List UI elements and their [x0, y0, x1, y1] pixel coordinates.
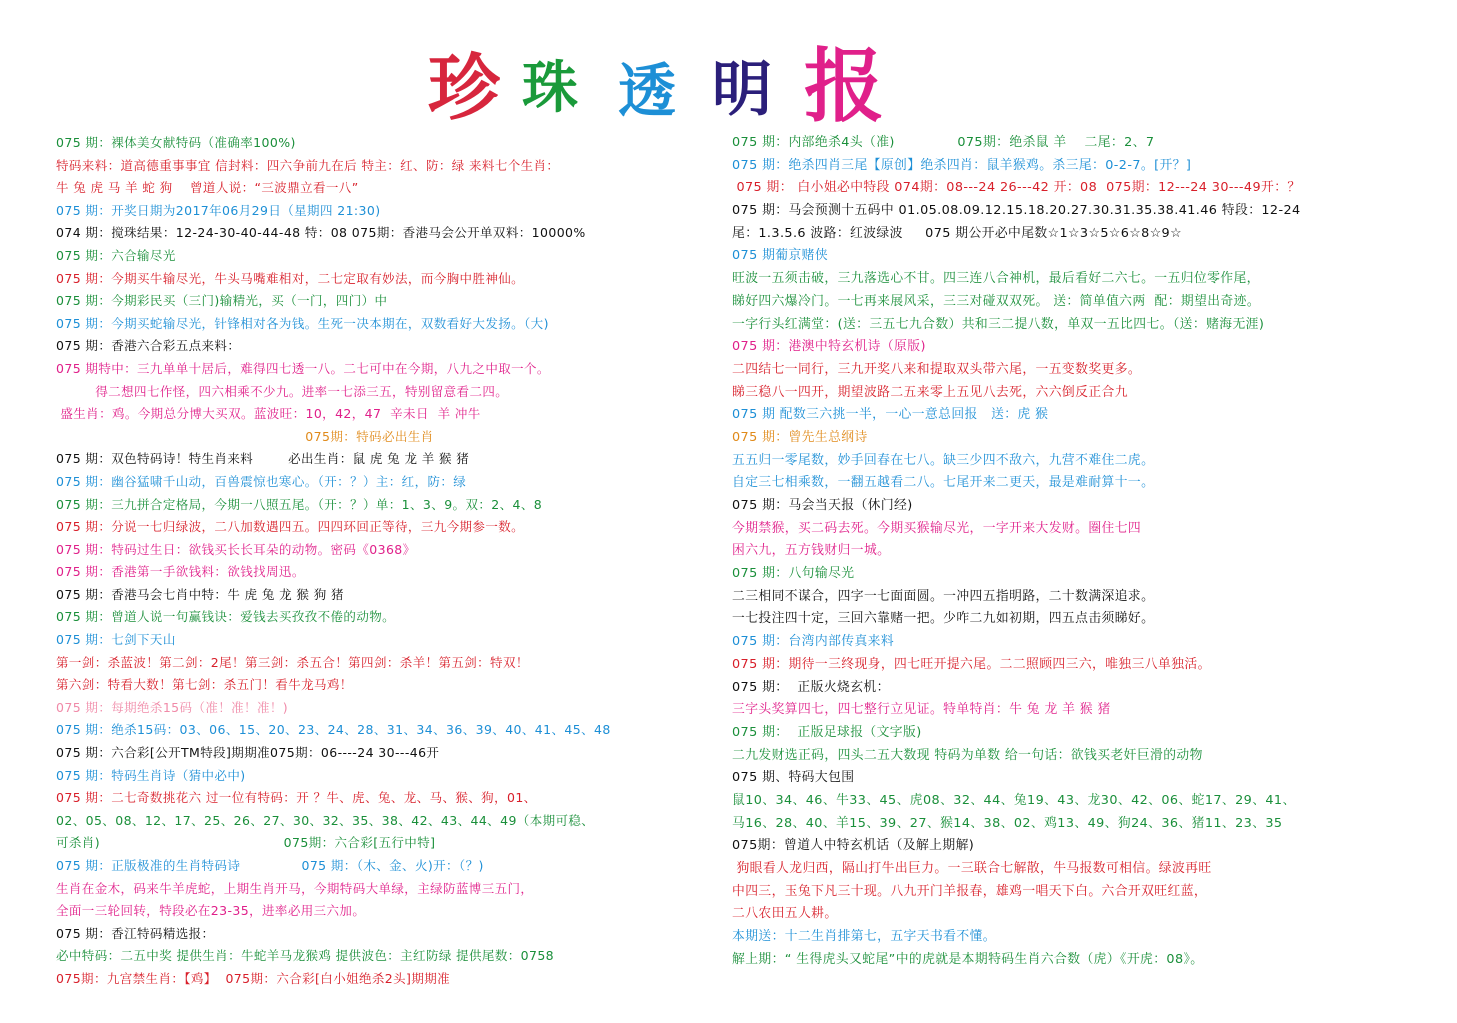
- right-text-line: 睇好四六爆冷门。一七再来展风采，三三对碰双双死。 送：简单值六两 配：期望出奇迹。: [732, 293, 1261, 309]
- left-text-line: 075 期：今期买蛇输尽光，针锋相对各为钱。生死一决本期在，双数看好大发扬。（大): [56, 315, 549, 331]
- left-text-line: 可杀肖) 075期：六合彩[五行中特]: [56, 835, 436, 851]
- left-text-line: 074 期：搅珠结果：12-24-30-40-44-48 特：08 075期：香港马会公开单双料：10000%: [56, 225, 586, 241]
- right-text-line: 075 期：曾先生总纲诗: [732, 429, 868, 445]
- left-text-line: 02、05、08、12、17、25、26、27、30、32、35、38、42、43、44、49（本期可稳、: [56, 812, 595, 828]
- right-text-line: 旺波一五须击破，三九落选心不甘。四三连八合神机，最后看好二六七。一五归位零作尾，: [732, 271, 1260, 287]
- right-text-line: 075 期：期待一三终现身，四七旺开提六尾。二二照顾四三六，唯独三八单独活。: [732, 656, 1211, 672]
- left-text-line: 075 期：曾道人说一句赢钱诀：爱钱去买孜孜不倦的动物。: [56, 609, 396, 625]
- right-text-line: 075 期：马会当天报（休门经): [732, 498, 913, 513]
- right-text-line: 075 期： 正版火烧玄机：: [732, 679, 890, 695]
- left-text-line: 075 期：双色特码诗！特生肖来料 必出生肖：鼠 虎 兔 龙 羊 猴 猪: [56, 451, 470, 467]
- left-text-line: 盛生肖：鸡。今期总分博大买双。蓝波旺：10，42，47 辛未日 羊 冲牛: [56, 406, 481, 422]
- right-text-line: 中四三，玉兔下凡三十现。八九开门羊报春，雄鸡一唱天下白。六合开双旺红蓝，: [732, 883, 1208, 899]
- title-char-4: 明: [712, 55, 772, 125]
- right-text-line: 075 期： 白小姐必中特段 074期：08---24 26---42 开：08 075期：12---24 30---49开：？: [732, 180, 1301, 196]
- title-char-5: 报: [804, 39, 884, 133]
- right-text-line: 075 期：八句输尽光: [732, 566, 855, 582]
- left-text-line: 075 期：六合输尽光: [56, 247, 176, 263]
- left-text-line: 第一剑：杀蓝波！第二剑：2尾！第三剑：杀五合！第四剑：杀羊！第五剑：特双！: [56, 654, 529, 670]
- right-text-line: 睇三稳八一四开，期望波路二五来零上五见八去死，六六倒反正合九: [732, 384, 1128, 400]
- left-text-line: 全面一三轮回转，特段必在23-35，进率必用三六加。: [56, 903, 366, 919]
- right-text-line: 075 期葡京赌侠: [732, 248, 829, 264]
- title-char-3: 透: [618, 57, 677, 125]
- right-text-line: 075 期、特码大包围: [732, 770, 855, 786]
- right-text-line: 今期禁猴，买二码去死。今期买猴输尽光，一字开来大发财。圈住七四: [732, 520, 1142, 536]
- left-text-line: 075 期：裸体美女献特码（准确率100%): [56, 135, 296, 150]
- left-text-line: 075 期：六合彩[公开TM特段]期期准075期：06----24 30---46开: [56, 745, 440, 761]
- left-text-line: 生肖在金木，码来牛羊虎蛇，上期生肖开马，今期特码大单绿，主绿防蓝博三五门，: [56, 880, 534, 896]
- right-text-line: 尾：1.3.5.6 波路：红波绿波 075 期公开必中尾数☆1☆3☆5☆6☆8☆9☆: [732, 225, 1182, 241]
- right-text-line: 二九发财选正码，四头二五大数现 特码为单数 给一句话：欲钱买老奸巨滑的动物: [732, 747, 1203, 763]
- left-text-line: 075 期：三九拼合定格局，今期一八照五尾。（开：？）单：1、3、9。双：2、4、8: [56, 496, 543, 512]
- left-text-line: 075 期：香江特码精选报：: [56, 925, 215, 941]
- left-text-line: 特码来料：道高德重事事宜 信封料：四六争前九在后 特主：红、防：绿 来料七个生肖：: [56, 157, 560, 173]
- newspaper-title: [0, 30, 1457, 133]
- right-text-line: 三字头奖算四七，四七整行立见证。特单特肖：牛 兔 龙 羊 猴 猪: [732, 702, 1111, 718]
- left-column: [56, 132, 706, 991]
- left-text-line: 075 期：七剑下天山: [56, 632, 176, 648]
- right-text-line: 一字行头红满堂：(送：三五七九合数）共和三二提八数，单双一五比四七。（送：赌海无涯): [732, 316, 1265, 332]
- right-text-line: 075 期：内部绝杀4头（准) 075期：绝杀鼠 羊 二尾：2、7: [732, 135, 1155, 150]
- right-text-line: 二四结七一同行，三九开奖八来和提取双头带六尾，一五变数奖更多。: [732, 361, 1142, 377]
- left-text-line: 075 期：每期绝杀15码（准！准！准！): [56, 699, 289, 715]
- right-text-line: 一七投注四十定，三回六靠赌一把。少咋二九如初期，四五点击须睇好。: [732, 611, 1155, 627]
- right-text-line: 075 期 配数三六挑一半，一心一意总回报 送：虎 猴: [732, 407, 1049, 423]
- right-text-line: 解上期：“ 生得虎头又蛇尾”中的虎就是本期特码生肖六合数（虎）《开虎：08》。: [732, 951, 1204, 967]
- left-text-line: 075 期：绝杀15码：03、06、15、20、23、24、28、31、34、36、39、40、41、45、48: [56, 722, 611, 738]
- left-text-line: 必中特码：二五中奖 提供生肖：牛蛇羊马龙猴鸡 提供波色：主红防绿 提供尾数：0758: [56, 948, 555, 964]
- right-text-line: 075 期：绝杀四肖三尾【原创】绝杀四肖：鼠羊猴鸡。杀三尾：0-2-7。[开？]: [732, 157, 1192, 173]
- left-text-line: 075 期：分说一七归绿波，二八加数遇四五。四四环回正等待，三九今期参一数。: [56, 519, 525, 535]
- right-text-line: 075 期： 正版足球报（文字版): [732, 724, 922, 740]
- left-text-line: 第六剑：特看大数！第七剑：杀五门！看牛龙马鸡！: [56, 677, 353, 693]
- left-text-line: 075 期：幽谷猛啸千山动，百兽震惊也寒心。（开：？）主：红，防：绿: [56, 473, 467, 489]
- right-column: [732, 132, 1432, 971]
- left-text-line: 075 期：香港马会七肖中特：牛 虎 兔 龙 猴 狗 猪: [56, 586, 344, 602]
- left-text-line: 075 期：今期买牛输尽光，牛头马嘴难相对，二七定取有妙法，而今胸中胜神仙。: [56, 270, 525, 286]
- right-text-line: 075期：曾道人中特玄机话（及解上期解): [732, 838, 975, 854]
- right-text-line: 五五归一零尾数，妙手回春在七八。缺三少四不敌六，九营不难住二虎。: [732, 452, 1155, 468]
- right-text-line: 本期送：十二生肖排第七，五字天书看不懂。: [732, 929, 996, 945]
- title-char-2: 珠: [522, 55, 578, 121]
- right-text-line: 075 期：马会预测十五码中 01.05.08.09.12.15.18.20.27.30.31.35.38.41.46 特段：12-24: [732, 203, 1301, 219]
- left-text-line: 075 期：正版极准的生肖特码诗 075 期：（木、金、火)开：（？): [56, 858, 484, 873]
- right-text-line: 自定三七相乘数，一翻五越看二八。七尾开来二更天，最是难耐算十一。: [732, 475, 1155, 491]
- left-text-line: 牛 兔 虎 马 羊 蛇 狗 曾道人说：“三波鼎立看一八”: [56, 180, 359, 196]
- right-text-line: 马16、28、40、羊15、39、27、猴14、38、02、鸡13、49、狗24、36、猪11、23、35: [732, 815, 1283, 831]
- title-char-1: 珍: [428, 45, 501, 130]
- left-text-line: 075 期：二七奇数挑花六 过一位有特码：开 ？牛、虎、兔、龙、马、猴、狗，01、: [56, 790, 537, 806]
- right-text-line: 二八农田五人耕。: [732, 906, 838, 922]
- left-text-line: 075 期：特码生肖诗（猜中必中): [56, 767, 246, 783]
- left-text-line: 075 期：香港六合彩五点来料：: [56, 338, 241, 354]
- left-text-line: 075 期：香港第一手欲钱料：欲钱找周迅。: [56, 564, 305, 580]
- right-text-line: 075 期：台湾内部传真来料: [732, 634, 895, 650]
- left-text-line: 075期：特码必出生肖: [56, 428, 434, 444]
- left-text-line: 075 期：今期彩民买（三门)输精光，买（一门，四门）中: [56, 293, 388, 309]
- right-text-line: 狗眼看人龙归西，隔山打牛出巨力。一三联合七解散，牛马报数可相信。绿波再旺: [732, 861, 1212, 876]
- left-text-line: 075 期：开奖日期为2017年06月29日（星期四 21:30): [56, 202, 381, 218]
- right-text-line: 二三相同不谋合，四字一七面面圆。一冲四五指明路，二十数满深追求。: [732, 588, 1155, 604]
- left-text-line: 075 期特中：三九单单十居后，难得四七透一八。二七可中在今期，八九之中取一个。: [56, 360, 550, 376]
- right-text-line: 困六九，五方钱财归一城。: [732, 543, 891, 559]
- left-text-line: 075 期：特码过生日：欲钱买长长耳朵的动物。密码《0368》: [56, 541, 416, 557]
- right-text-line: 075 期：港澳中特玄机诗（原版): [732, 339, 926, 355]
- left-text-line: 075期：九宫禁生肖：【鸡】 075期：六合彩[白小姐绝杀2头]期期准: [56, 970, 451, 986]
- right-text-line: 鼠10、34、46、牛33、45、虎08、32、44、兔19、43、龙30、42、06、蛇17、29、41、: [732, 792, 1296, 808]
- left-text-line: 得二想四七作怪，四六相乘不少九。进率一七添三五，特别留意看二四。: [56, 383, 509, 399]
